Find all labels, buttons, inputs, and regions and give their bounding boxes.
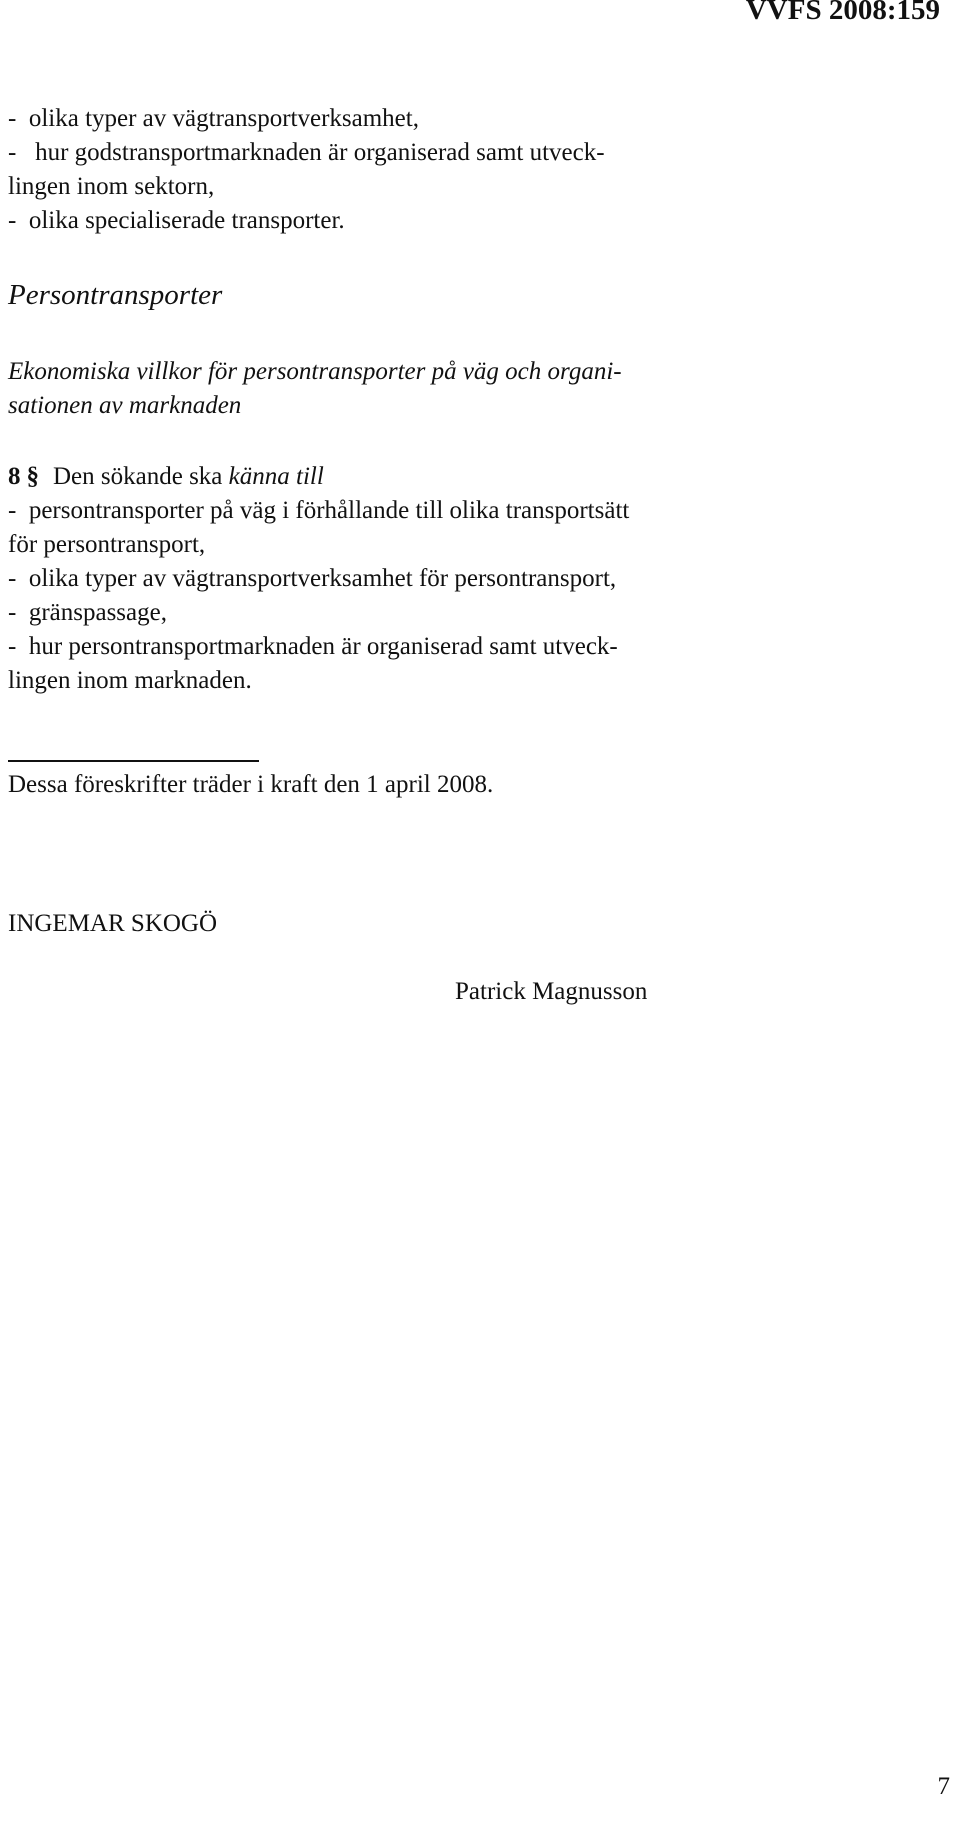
section-intro-text: Den sökande ska	[53, 463, 229, 490]
list-item: - olika specialiserade transporter.	[8, 207, 345, 234]
effective-date: Dessa föreskrifter träder i kraft den 1 april 2008.	[8, 771, 494, 798]
list-item: lingen inom marknaden.	[8, 667, 252, 694]
subheading-line: sationen av marknaden	[8, 392, 242, 419]
list-item: - hur godstransportmarknaden är organiserad samt utveck-	[8, 139, 605, 166]
signature-secondary: Patrick Magnusson	[455, 978, 648, 1005]
signature-primary: INGEMAR SKOGÖ	[8, 910, 218, 937]
section-8	[8, 460, 629, 698]
list-item: - olika typer av vägtransportverksamhet för persontransport,	[8, 565, 617, 592]
section-intro-emphasis: känna till	[228, 463, 324, 490]
list-item: - gränspassage,	[8, 599, 167, 626]
list-item: för persontransport,	[8, 531, 206, 558]
subheading	[8, 355, 622, 423]
list-item: - olika typer av vägtransportverksamhet,	[8, 105, 419, 132]
list-item: - persontransporter på väg i förhållande till olika transportsätt	[8, 497, 630, 524]
section-number: 8	[8, 463, 21, 490]
footnote-divider	[8, 760, 259, 762]
document-id: VVFS 2008:159	[745, 0, 940, 26]
section-mark: §	[26, 463, 39, 490]
section-heading: Persontransporter	[8, 279, 223, 311]
page-number: 7	[937, 1773, 950, 1800]
intro-list	[8, 102, 788, 238]
list-item: - hur persontransportmarknaden är organiserad samt utveck-	[8, 633, 618, 660]
subheading-line: Ekonomiska villkor för persontransporter på väg och organi-	[8, 358, 622, 385]
section-8-intro	[8, 460, 629, 494]
list-item: lingen inom sektorn,	[8, 173, 215, 200]
